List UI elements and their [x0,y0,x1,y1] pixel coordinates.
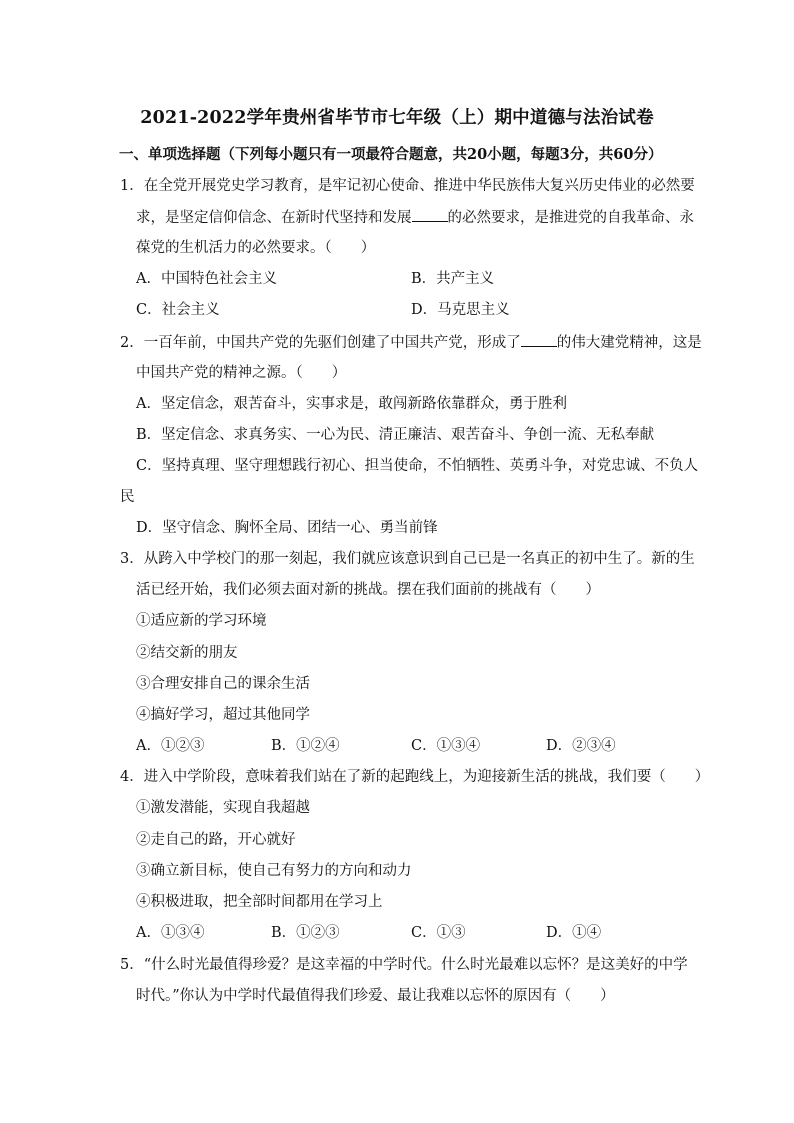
q1-option-d: D．马克思主义 [411,302,510,318]
q4-option-b: B．①②③ [271,925,340,941]
q2-line2: 中国共产党的精神之源。（ ） [136,365,347,381]
q1-line3: 葆党的生机活力的必然要求。（ ） [136,240,376,256]
q1-option-c: C．社会主义 [136,302,220,318]
q3-option-a: A．①②③ [136,738,205,754]
q2-option-b: B．坚定信念、求真务实、一心为民、清正廉洁、艰苦奋斗、争创一流、无私奉献 [136,427,655,443]
q4-statement-2: ②走自己的路，开心就好 [136,832,296,848]
q2-blank [521,332,557,347]
q2-option-c-line1: C．坚持真理、坚守理想践行初心、担当使命，不怕牺牲、英勇斗争，对党忠诚、不负人 [136,458,699,474]
q3-option-d: D．②③④ [546,738,616,754]
q3-line1: 3．从跨入中学校门的那一刻起，我们就应该意识到自己已是一名真正的初中生了。新的生 [120,551,695,567]
q4-statement-4: ④积极进取，把全部时间都用在学习上 [136,894,383,910]
q4-statement-3: ③确立新目标，使自己有努力的方向和动力 [136,863,412,879]
q4-line1: 4．进入中学阶段，意味着我们站在了新的起跑线上，为迎接新生活的挑战，我们要（ ） [120,769,710,785]
q2-option-d: D．坚守信念、胸怀全局、团结一心、勇当前锋 [136,520,438,536]
q3-line2: 活已经开始，我们必须去面对新的挑战。摆在我们面前的挑战有（ ） [136,582,600,598]
q1-blank [412,207,448,222]
q2-line1 [120,332,702,353]
q2-line1-b: 的伟大建党精神，这是 [556,335,702,351]
q5-line2: 时代。”你认为中学时代最值得我们珍爱、最让我难以忘怀的原因有（ ） [136,988,615,1004]
q4-option-a: A．①③④ [136,925,205,941]
q4-option-c: C．①③ [411,925,466,941]
q1-line2-b: 的必然要求，是推进党的自我革命、永 [447,210,694,226]
q3-option-c: C．①③④ [411,738,481,754]
q4-option-d: D．①④ [546,925,602,941]
q3-option-b: B．①②④ [271,738,340,754]
q2-line1-a: 2．一百年前，中国共产党的先驱们创建了中国共产党，形成了 [120,335,521,351]
q1-line2-a: 求，是坚定信仰信念、在新时代坚持和发展 [136,210,412,226]
q3-statement-1: ①适应新的学习环境 [136,613,267,629]
section-heading: 一、单项选择题（下列每小题只有一项最符合题意，共20小题，每题3分，共60分） [119,146,663,163]
q3-statement-3: ③合理安排自己的课余生活 [136,676,310,692]
exam-title: 2021-2022学年贵州省毕节市七年级（上）期中道德与法治试卷 [140,108,654,128]
q1-option-b: B．共产主义 [411,271,495,287]
q1-option-a: A．中国特色社会主义 [136,271,277,287]
q5-line1: 5．“什么时光最值得珍爱？是这幸福的中学时代。什么时光最难以忘怀？是这美好的中学 [120,957,688,973]
q1-line2 [136,207,694,228]
q4-statement-1: ①激发潜能，实现自我超越 [136,800,310,816]
q1-line1: 1．在全党开展党史学习教育，是牢记初心使命、推进中华民族伟大复兴历史伟业的必然要 [120,178,695,194]
q3-statement-2: ②结交新的朋友 [136,645,238,661]
q3-statement-4: ④搞好学习，超过其他同学 [136,707,310,723]
q2-option-c-line2: 民 [120,489,135,505]
q2-option-a: A．坚定信念，艰苦奋斗，实事求是，敢闯新路依靠群众，勇于胜利 [136,396,567,412]
